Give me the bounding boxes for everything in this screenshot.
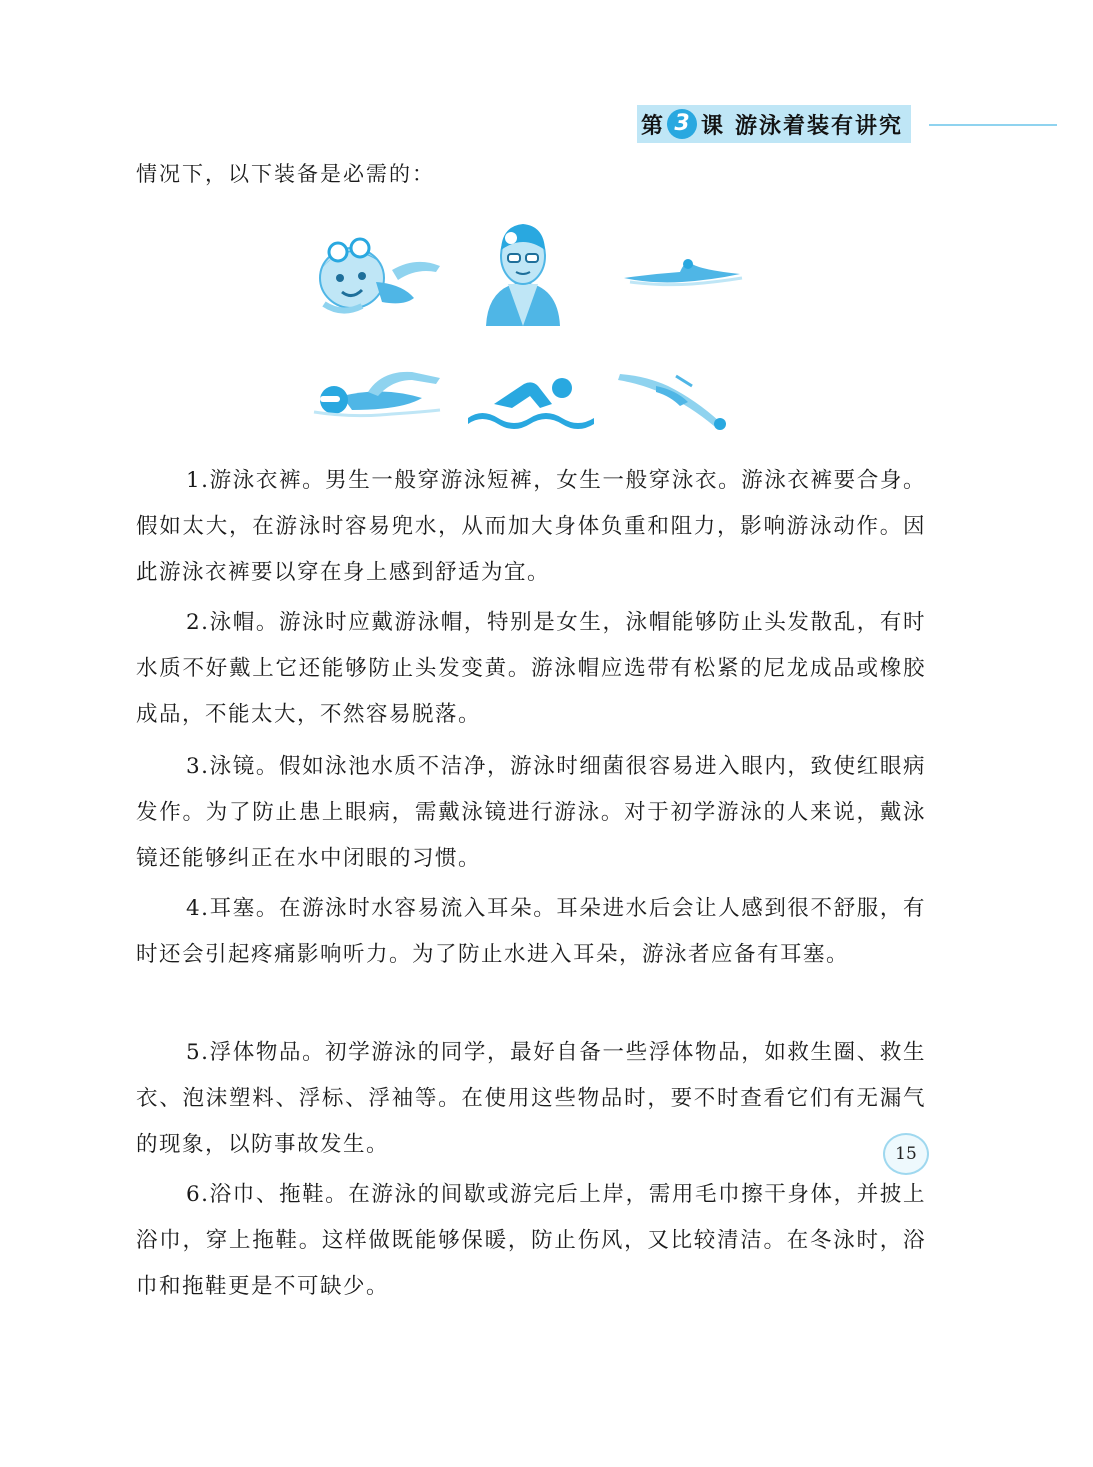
cartoon-swimmer-icon: [312, 226, 444, 318]
swimming-pictogram-icon: [466, 374, 596, 434]
paragraph-earplugs: 4.耳塞。在游泳时水容易流入耳朵。耳朵进水后会让人感到很不舒服，有时还会引起疼痛影响听力。为了防止水进入耳朵，游泳者应备有耳塞。: [136, 896, 926, 967]
paragraph-towel-slippers: 6.浴巾、拖鞋。在游泳的间歇或游完后上岸，需用毛巾擦干身体，并披上浴巾，穿上拖鞋。这样做既能够保暖，防止伤风，又比较清洁。在冬泳时，浴巾和拖鞋更是不可缺少。: [136, 1182, 926, 1299]
lesson-suffix: 课: [701, 113, 724, 139]
lesson-header-box: [637, 105, 911, 143]
lesson-number-badge: 3: [667, 109, 697, 139]
diving-swimmer-icon: [616, 366, 730, 432]
paragraph-flotation: 5.浮体物品。初学游泳的同学，最好自备一些浮体物品，如救生圈、救生衣、泡沫塑料、浮标、浮袖等。在使用这些物品时，要不时查看它们有无漏气的现象，以防事故发生。: [136, 1040, 926, 1157]
intro-text: 情况下，以下装备是必需的：: [136, 162, 435, 186]
page-number: 15: [883, 1133, 929, 1175]
capped-swimmer-portrait-icon: [480, 214, 566, 326]
lesson-prefix: 第: [641, 113, 664, 139]
lesson-title: 游泳着装有讲究: [735, 113, 904, 139]
paragraph-swimwear: 1.游泳衣裤。男生一般穿游泳短裤，女生一般穿泳衣。游泳衣裤要合身。假如太大，在游泳时容易兜水，从而加大身体负重和阻力，影响游泳动作。因此游泳衣裤要以穿在身上感到舒适为宜。: [136, 468, 926, 585]
paragraph-goggles: 3.泳镜。假如泳池水质不洁净，游泳时细菌很容易进入眼内，致使红眼病发作。为了防止患上眼病，需戴泳镜进行游泳。对于初学游泳的人来说，戴泳镜还能够纠正在水中闭眼的习惯。: [136, 754, 926, 871]
header-divider: [929, 124, 1057, 126]
lesson-header: [637, 105, 911, 143]
gliding-swimmer-icon: [622, 252, 744, 288]
paragraph-swim-cap: 2.泳帽。游泳时应戴游泳帽，特别是女生，泳帽能够防止头发散乱，有时水质不好戴上它还能够防止头发变黄。游泳帽应选带有松紧的尼龙成品或橡胶成品，不能太大，不然容易脱落。: [136, 610, 926, 727]
freestyle-swimmer-icon: [312, 366, 442, 418]
